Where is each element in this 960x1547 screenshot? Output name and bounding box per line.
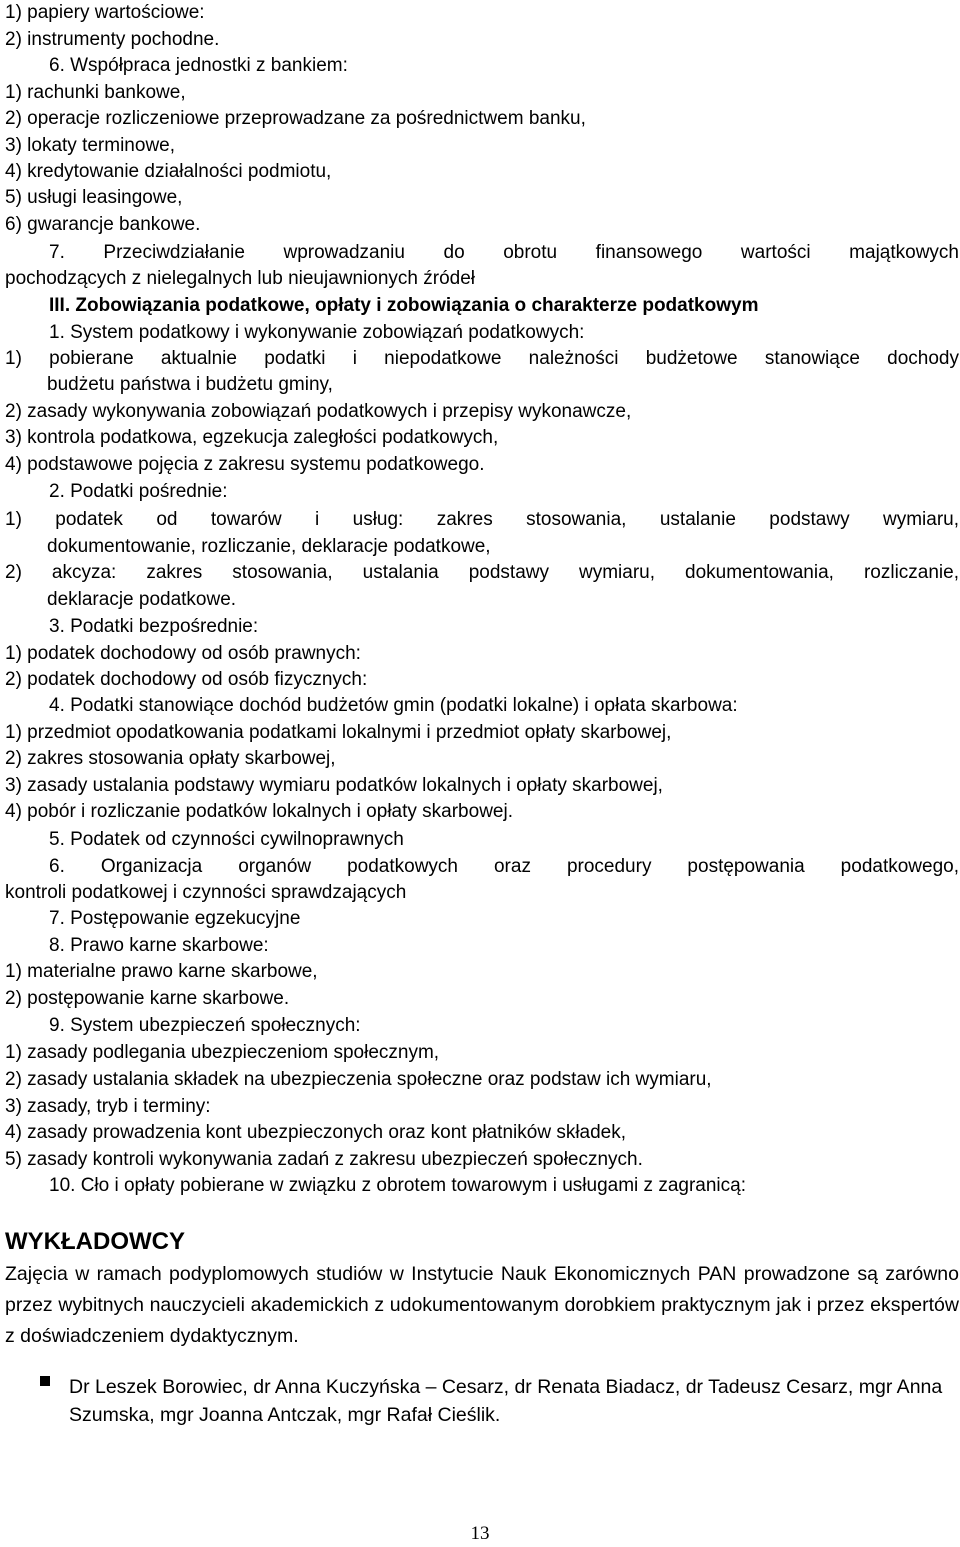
list-item-continuation: dokumentowanie, rozliczanie, deklaracje podatkowe,: [47, 536, 491, 557]
section-heading: 9. System ubezpieczeń społecznych:: [49, 1015, 361, 1036]
list-item: 1) papiery wartościowe:: [5, 2, 205, 23]
section-heading: 5. Podatek od czynności cywilnoprawnych: [49, 829, 404, 850]
lecturers-paragraph: Zajęcia w ramach podyplomowych studiów w Instytucie Nauk Ekonomicznych PAN prowadzone są zarówno przez wybitnych nauczycieli akademickich z udokumentowanym dorobkiem praktycznym jak i przez ekspertów z doświadczeniem dydaktycznym.: [5, 1263, 959, 1347]
section-heading: 6. Współpraca jednostki z bankiem:: [49, 55, 348, 76]
section-heading: 2. Podatki pośrednie:: [49, 481, 228, 502]
page-number: 13: [470, 1523, 490, 1544]
section-heading: 10. Cło i opłaty pobierane w związku z obrotem towarowym i usługami z zagranicą:: [49, 1175, 746, 1196]
list-item: 1) materialne prawo karne skarbowe,: [5, 961, 318, 982]
list-item: 2) akcyza: zakres stosowania, ustalania podstawy wymiaru, dokumentowania, rozliczanie,: [5, 562, 959, 583]
lecturers-heading: WYKŁADOWCY: [5, 1228, 185, 1255]
section-heading: 4. Podatki stanowiące dochód budżetów gmin (podatki lokalne) i opłata skarbowa:: [49, 695, 738, 716]
list-item: 5) usługi leasingowe,: [5, 187, 183, 208]
list-item: 6) gwarancje bankowe.: [5, 214, 201, 235]
list-item: 2) instrumenty pochodne.: [5, 29, 220, 50]
list-item-continuation: budżetu państwa i budżetu gminy,: [47, 374, 333, 395]
list-item: 3) kontrola podatkowa, egzekucja zaległości podatkowych,: [5, 427, 499, 448]
list-item: 1) zasady podlegania ubezpieczeniom społecznym,: [5, 1042, 440, 1063]
section-heading: 6. Organizacja organów podatkowych oraz procedury postępowania podatkowego,: [49, 856, 959, 877]
list-item: 2) postępowanie karne skarbowe.: [5, 988, 290, 1009]
chapter-heading: III. Zobowiązania podatkowe, opłaty i zobowiązania o charakterze podatkowym: [49, 295, 759, 316]
list-item: 4) kredytowanie działalności podmiotu,: [5, 161, 332, 182]
list-item: 1) podatek dochodowy od osób prawnych:: [5, 643, 361, 664]
section-heading: 7. Przeciwdziałanie wprowadzaniu do obrotu finansowego wartości majątkowych: [49, 242, 959, 263]
section-heading: 8. Prawo karne skarbowe:: [49, 935, 269, 956]
list-item: 1) przedmiot opodatkowania podatkami lokalnymi i przedmiot opłaty skarbowej,: [5, 722, 672, 743]
bullet-icon: [40, 1376, 50, 1386]
lecturers-names: Dr Leszek Borowiec, dr Anna Kuczyńska – Cesarz, dr Renata Biadacz, dr Tadeusz Cesarz, mgr Anna Szumska, mgr Joanna Antczak, mgr Rafał Cieślik.: [69, 1376, 943, 1426]
section-heading-continuation: kontroli podatkowej i czynności sprawdzających: [5, 882, 407, 903]
list-item: 2) operacje rozliczeniowe przeprowadzane za pośrednictwem banku,: [5, 108, 586, 129]
section-heading: 1. System podatkowy i wykonywanie zobowiązań podatkowych:: [49, 322, 585, 343]
list-item: 2) zasady wykonywania zobowiązań podatkowych i przepisy wykonawcze,: [5, 401, 632, 422]
list-item: 2) zasady ustalania składek na ubezpieczenia społeczne oraz podstaw ich wymiaru,: [5, 1069, 712, 1090]
list-item: 1) rachunki bankowe,: [5, 82, 186, 103]
list-item: 1) pobierane aktualnie podatki i niepodatkowe należności budżetowe stanowiące dochody: [5, 348, 959, 369]
list-item: 1) podatek od towarów i usług: zakres stosowania, ustalanie podstawy wymiaru,: [5, 509, 959, 530]
section-heading: 7. Postępowanie egzekucyjne: [49, 908, 301, 929]
list-item: 3) zasady, tryb i terminy:: [5, 1096, 211, 1117]
list-item: 5) zasady kontroli wykonywania zadań z zakresu ubezpieczeń społecznych.: [5, 1149, 643, 1170]
list-item: 4) zasady prowadzenia kont ubezpieczonych oraz kont płatników składek,: [5, 1122, 627, 1143]
list-item: 2) zakres stosowania opłaty skarbowej,: [5, 748, 336, 769]
list-item: 3) zasady ustalania podstawy wymiaru podatków lokalnych i opłaty skarbowej,: [5, 775, 663, 796]
list-item-continuation: deklaracje podatkowe.: [47, 589, 237, 610]
section-heading-continuation: pochodzących z nielegalnych lub nieujawnionych źródeł: [5, 268, 476, 289]
list-item: 3) lokaty terminowe,: [5, 135, 176, 156]
list-item: 4) pobór i rozliczanie podatków lokalnych i opłaty skarbowej.: [5, 801, 513, 822]
list-item: 2) podatek dochodowy od osób fizycznych:: [5, 669, 368, 690]
list-item: 4) podstawowe pojęcia z zakresu systemu podatkowego.: [5, 454, 485, 475]
section-heading: 3. Podatki bezpośrednie:: [49, 616, 259, 637]
